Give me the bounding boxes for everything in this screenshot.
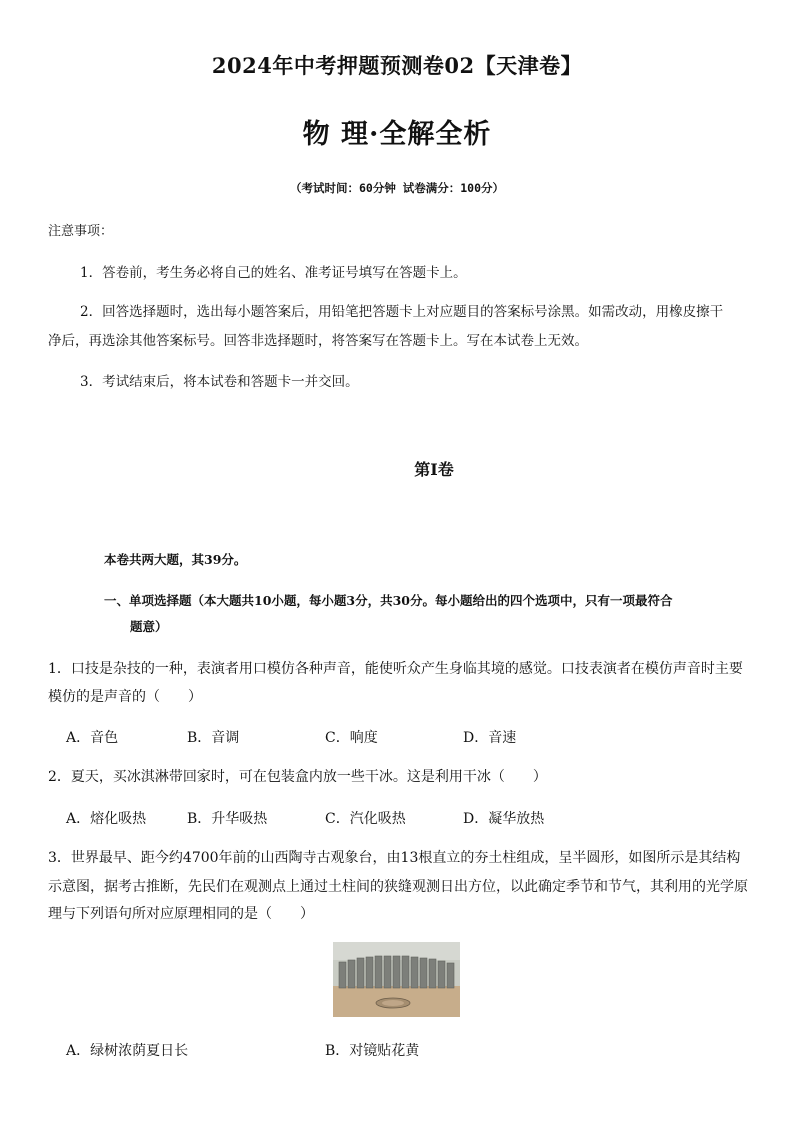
exam-title: 2024年中考押题预测卷02【天津卷】 [211, 53, 583, 78]
note-item: 2．回答选择题时，选出每小题答案后，用铅笔把答题卡上对应题目的答案标号涂黑。如需改动，用橡皮擦干 [80, 304, 724, 320]
volume-title: 第Ⅰ卷 [414, 460, 454, 479]
question-1-text-continued: 模仿的是声音的（ ） [48, 689, 202, 705]
question-2-option-b[interactable]: B．升华吸热 [187, 811, 268, 827]
section-heading-continued: 题意） [130, 619, 168, 634]
question-3-text: 3．世界最早、距今约4700年前的山西陶寺古观象台，由13根直立的夯土柱组成，呈半圆形，如图所示是其结构 [48, 850, 741, 866]
note-item: 3．考试结束后，将本试卷和答题卡一并交回。 [80, 374, 359, 390]
question-3-text-continued: 理与下列语句所对应原理相同的是（ ） [48, 906, 314, 922]
note-item: 1．答卷前，考生务必将自己的姓名、准考证号填写在答题卡上。 [80, 265, 467, 281]
question-1-text: 1．口技是杂技的一种，表演者用口模仿各种声音，能使听众产生身临其境的感觉。口技表演者在模仿声音时主要 [48, 661, 743, 677]
notes-heading: 注意事项： [48, 224, 114, 239]
question-1-option-c[interactable]: C．响度 [325, 730, 378, 746]
observatory-photo-icon [333, 942, 460, 1017]
question-2-option-c[interactable]: C．汽化吸热 [325, 811, 406, 827]
question-2-option-d[interactable]: D．凝华放热 [463, 811, 545, 827]
question-3-option-a[interactable]: A．绿树浓荫夏日长 [66, 1043, 189, 1059]
section-heading: 一、单项选择题（本大题共10小题，每小题3分，共30分。每小题给出的四个选项中，只有一项最符合 [104, 593, 673, 608]
note-item-continued: 净后，再选涂其他答案标号。回答非选择题时，将答案写在答题卡上。写在本试卷上无效。 [48, 333, 588, 349]
question-3-text-continued: 示意图，据考古推断，先民们在观测点上通过土柱间的狭缝观测日出方位，以此确定季节和节气，其利用的光学原 [48, 879, 748, 895]
exam-subtitle: 物 理·全解全析 [302, 119, 492, 150]
question-2-text: 2．夏天，买冰淇淋带回家时，可在包装盒内放一些干冰。这是利用干冰（ ） [48, 769, 547, 785]
question-1-option-b[interactable]: B．音调 [187, 730, 240, 746]
volume-total: 本卷共两大题，其39分。 [104, 552, 247, 567]
question-2-option-a[interactable]: A．熔化吸热 [66, 811, 147, 827]
question-3-option-b[interactable]: B．对镜贴花黄 [325, 1043, 420, 1059]
exam-info: （考试时间：60分钟 试卷满分：100分） [289, 181, 505, 195]
question-1-option-a[interactable]: A．音色 [66, 730, 119, 746]
observatory-photo [333, 942, 460, 1017]
question-1-option-d[interactable]: D．音速 [463, 730, 517, 746]
